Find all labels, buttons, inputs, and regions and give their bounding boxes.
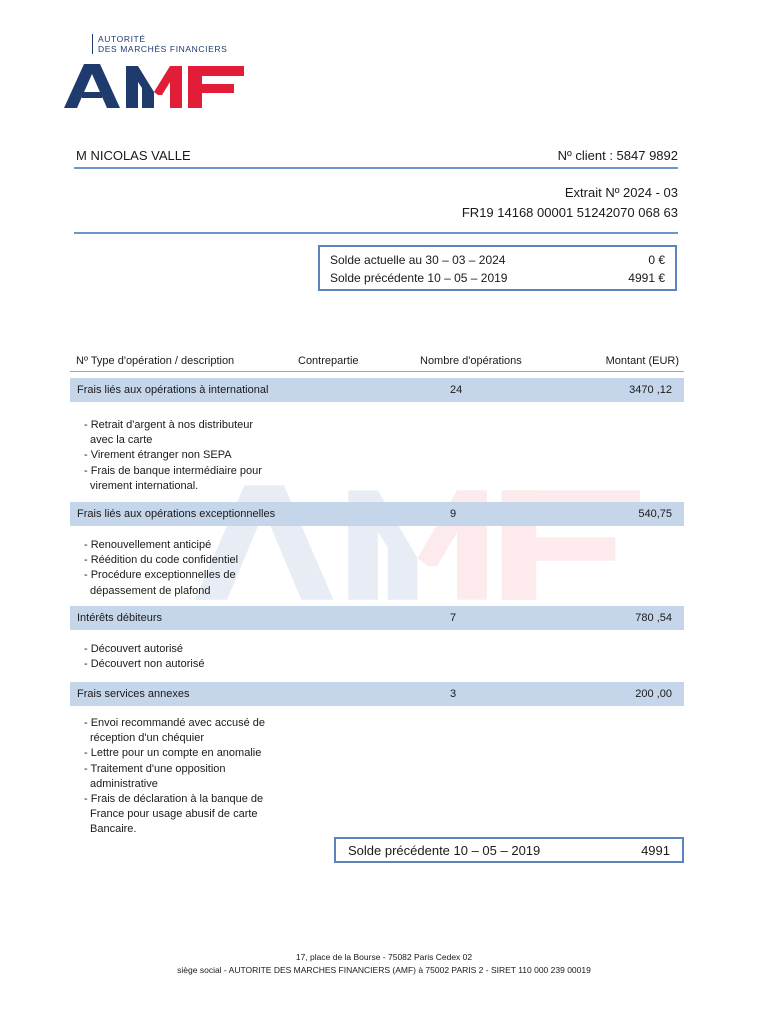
current-balance-value: 0 € [648, 253, 665, 267]
current-balance-row [330, 251, 665, 269]
col-header-count: Nombre d'opérations [420, 355, 522, 367]
iban: FR19 14168 00001 51242070 068 63 [461, 205, 678, 220]
category-amount: 780 ,54 [635, 612, 672, 624]
table-row [70, 502, 684, 526]
category-label: Frais services annexes [77, 688, 190, 700]
amf-logo [62, 62, 248, 110]
detail-item: - Envoi recommandé avec accusé de réception d'un chéquier [84, 717, 265, 745]
current-balance-label: Solde actuelle au 30 – 03 – 2024 [330, 253, 506, 267]
col-header-type: Nº Type d'opération / description [76, 355, 235, 367]
total-balance-value: 4991 [641, 842, 670, 858]
category-details [84, 418, 274, 494]
category-details [84, 538, 264, 599]
previous-balance-value: 4991 € [628, 271, 665, 285]
table-row [70, 378, 684, 402]
header-divider [74, 167, 678, 169]
category-details [84, 642, 264, 672]
detail-item: - Frais de déclaration à la banque de France pour usage abusif de carte Bancaire. [84, 793, 264, 836]
category-count: 24 [450, 384, 463, 396]
detail-item: - Réédition du code confidentiel [84, 554, 239, 567]
detail-item: - Virement étranger non SEPA [84, 449, 232, 462]
detail-item: - Découvert autorisé [84, 643, 184, 655]
previous-balance-label: Solde précédente 10 – 05 – 2019 [330, 271, 508, 285]
client-name: M NICOLAS VALLE [76, 148, 191, 163]
footer-legal: siège social - AUTORITE DES MARCHES FINANCIERS (AMF) à 75002 PARIS 2 - SIRET 110 000 239 00019 [177, 965, 591, 975]
category-count: 3 [450, 688, 457, 700]
category-label: Frais liés aux opérations à international [77, 384, 269, 396]
category-amount: 540,75 [638, 508, 672, 520]
detail-item: - Procédure exceptionnelles de dépassement de plafond [84, 569, 236, 597]
category-details [84, 716, 280, 838]
total-balance-label: Solde précédente 10 – 05 – 2019 [348, 842, 541, 858]
detail-item: - Lettre pour un compte en anomalie [84, 747, 262, 760]
footer-address: 17, place de la Bourse - 75082 Paris Cedex 02 [295, 952, 473, 962]
detail-item: - Renouvellement anticipé [84, 539, 212, 551]
table-row [70, 682, 684, 706]
detail-item: - Frais de banque intermédiaire pour virement international. [84, 464, 262, 492]
detail-item: - Découvert non autorisé [84, 658, 205, 671]
col-header-amount: Montant (EUR) [605, 355, 679, 367]
logo-tagline-line2: DES MARCHÉS FINANCIERS [98, 44, 228, 54]
table-row [70, 606, 684, 630]
detail-item: - Traitement d'une opposition administrative [84, 762, 226, 790]
statement-number: Extrait Nº 2024 - 03 [564, 185, 678, 200]
previous-balance-row [330, 269, 665, 287]
category-count: 7 [450, 612, 457, 624]
logo-tagline-line1: AUTORITÉ [98, 34, 146, 44]
col-header-counterparty: Contrepartie [298, 355, 359, 367]
logo-tagline [92, 34, 227, 54]
category-label: Frais liés aux opérations exceptionnelles [77, 508, 276, 520]
category-amount: 3470 ,12 [629, 384, 672, 396]
header-divider-2 [74, 232, 678, 234]
detail-item: - Retrait d'argent à nos distributeur avec la carte [84, 419, 254, 447]
category-amount: 200 ,00 [635, 688, 672, 700]
category-label: Intérêts débiteurs [77, 612, 162, 624]
balance-summary [318, 245, 677, 291]
category-count: 9 [450, 508, 457, 520]
table-header-divider [70, 371, 684, 372]
total-balance [334, 837, 684, 863]
client-number: Nº client : 5847 9892 [557, 148, 678, 163]
